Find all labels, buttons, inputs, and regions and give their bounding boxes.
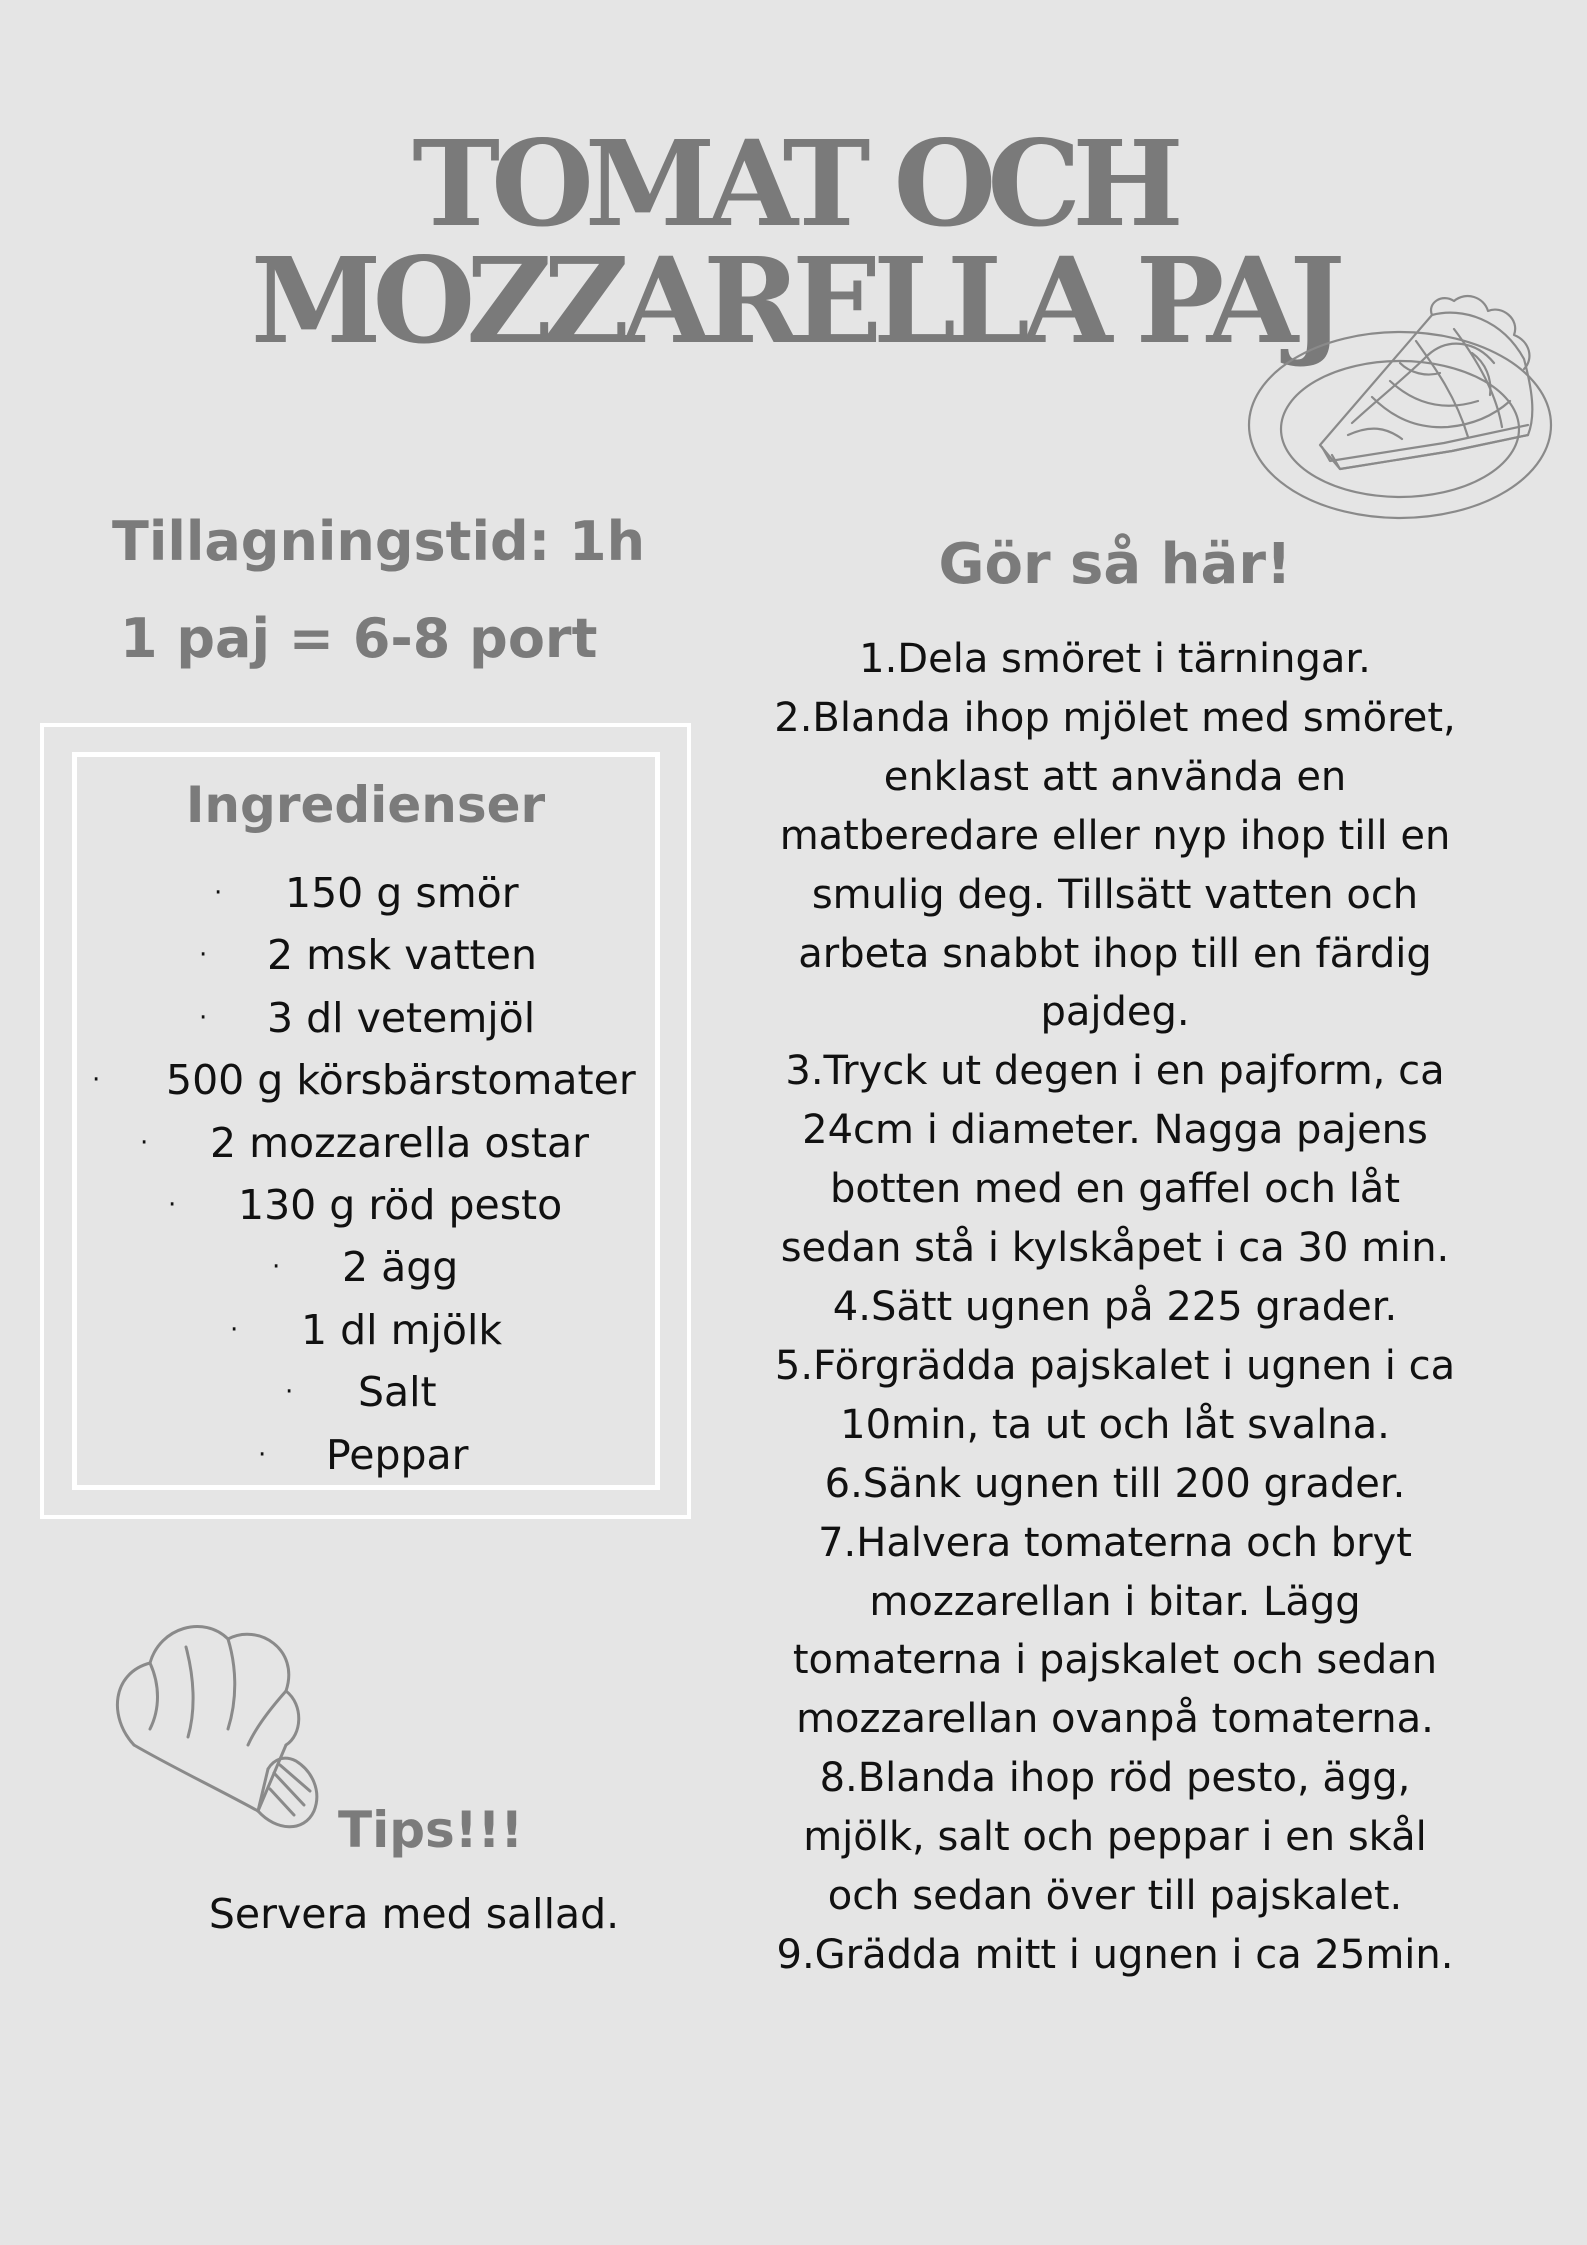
instruction-step: 3.Tryck ut degen i en pajform, ca 24cm i diameter. Nagga pajens botten med en gaffel och låt sedan stå i kylskåpet i ca 30 min. bbox=[780, 1048, 1450, 1272]
ingredient-item bbox=[40, 1361, 760, 1423]
instruction-step: 5.Förgrädda pajskalet i ugnen i ca 10min, ta ut och låt svalna. bbox=[774, 1342, 1456, 1448]
instruction-step: 9.Grädda mitt i ugnen i ca 25min. bbox=[776, 1931, 1454, 1978]
ingredient-item bbox=[40, 1299, 760, 1361]
ingredient-text: 130 g röd pesto bbox=[238, 1180, 563, 1229]
servings: 1 paj = 6-8 port bbox=[120, 607, 598, 670]
ingredient-text: 2 mozzarella ostar bbox=[210, 1118, 589, 1167]
ingredient-text: 3 dl vetemjöl bbox=[267, 993, 536, 1042]
instructions-heading: Gör så här! bbox=[938, 532, 1292, 597]
ingredient-text: 150 g smör bbox=[285, 869, 519, 917]
tips-text: Servera med sallad. bbox=[208, 1890, 620, 1938]
ingredient-item bbox=[40, 1424, 760, 1486]
instruction-step: 7.Halvera tomaterna och bryt mozzarellan i bitar. Lägg tomaterna i pajskalet och sedan mozzarellan ovanpå tomaterna. bbox=[792, 1519, 1438, 1743]
ingredient-item bbox=[40, 1236, 760, 1298]
ingredient-text: 1 dl mjölk bbox=[301, 1305, 503, 1354]
instruction-step: 4.Sätt ugnen på 225 grader. bbox=[832, 1283, 1398, 1330]
ingredient-item bbox=[40, 924, 760, 986]
instructions-list bbox=[770, 630, 1460, 1985]
recipe-title-line-2: MOZZARELLA PAJ bbox=[250, 231, 1337, 370]
ingredient-item bbox=[40, 1174, 760, 1236]
bullet-icon: · bbox=[258, 1439, 267, 1470]
bullet-icon: · bbox=[199, 1002, 208, 1033]
pie-slice-on-plate-icon bbox=[1240, 285, 1560, 525]
instruction-step: 1.Dela smöret i tärningar. bbox=[859, 636, 1371, 682]
tips-heading: Tips!!! bbox=[338, 1801, 524, 1859]
ingredient-item bbox=[40, 987, 760, 1049]
bullet-icon: · bbox=[92, 1065, 101, 1096]
instruction-step: 2.Blanda ihop mjölet med smöret, enklast att använda en matberedare eller nyp ihop till en smulig deg. Tillsätt vatten och arbeta snabbt ihop till en färdig pajdeg. bbox=[774, 694, 1456, 1036]
bullet-icon: · bbox=[140, 1127, 149, 1158]
ingredient-text: 500 g körsbärstomater bbox=[166, 1056, 636, 1105]
ingredient-text: Salt bbox=[358, 1368, 437, 1417]
bullet-icon: · bbox=[199, 940, 208, 971]
instruction-step: 8.Blanda ihop röd pesto, ägg, mjölk, salt och peppar i en skål och sedan över till pajskalet. bbox=[803, 1755, 1427, 1920]
ingredient-text: 2 ägg bbox=[342, 1243, 459, 1292]
bullet-icon: · bbox=[230, 1314, 239, 1345]
chef-hat-icon bbox=[108, 1605, 333, 1850]
recipe-title-line-1: TOMAT OCH bbox=[412, 114, 1175, 253]
ingredient-item bbox=[40, 1049, 760, 1111]
ingredient-item bbox=[40, 862, 760, 924]
cook-time: Tillagningstid: 1h bbox=[112, 510, 646, 573]
bullet-icon: · bbox=[168, 1189, 177, 1220]
ingredients-heading: Ingredienser bbox=[185, 776, 546, 834]
ingredients-list bbox=[40, 862, 760, 1486]
bullet-icon: · bbox=[285, 1377, 294, 1408]
bullet-icon: · bbox=[272, 1252, 281, 1283]
bullet-icon: · bbox=[214, 878, 223, 908]
instruction-step: 6.Sänk ugnen till 200 grader. bbox=[824, 1460, 1406, 1507]
ingredient-text: 2 msk vatten bbox=[267, 931, 537, 980]
ingredient-text: Peppar bbox=[326, 1430, 469, 1479]
ingredient-item bbox=[40, 1112, 760, 1174]
